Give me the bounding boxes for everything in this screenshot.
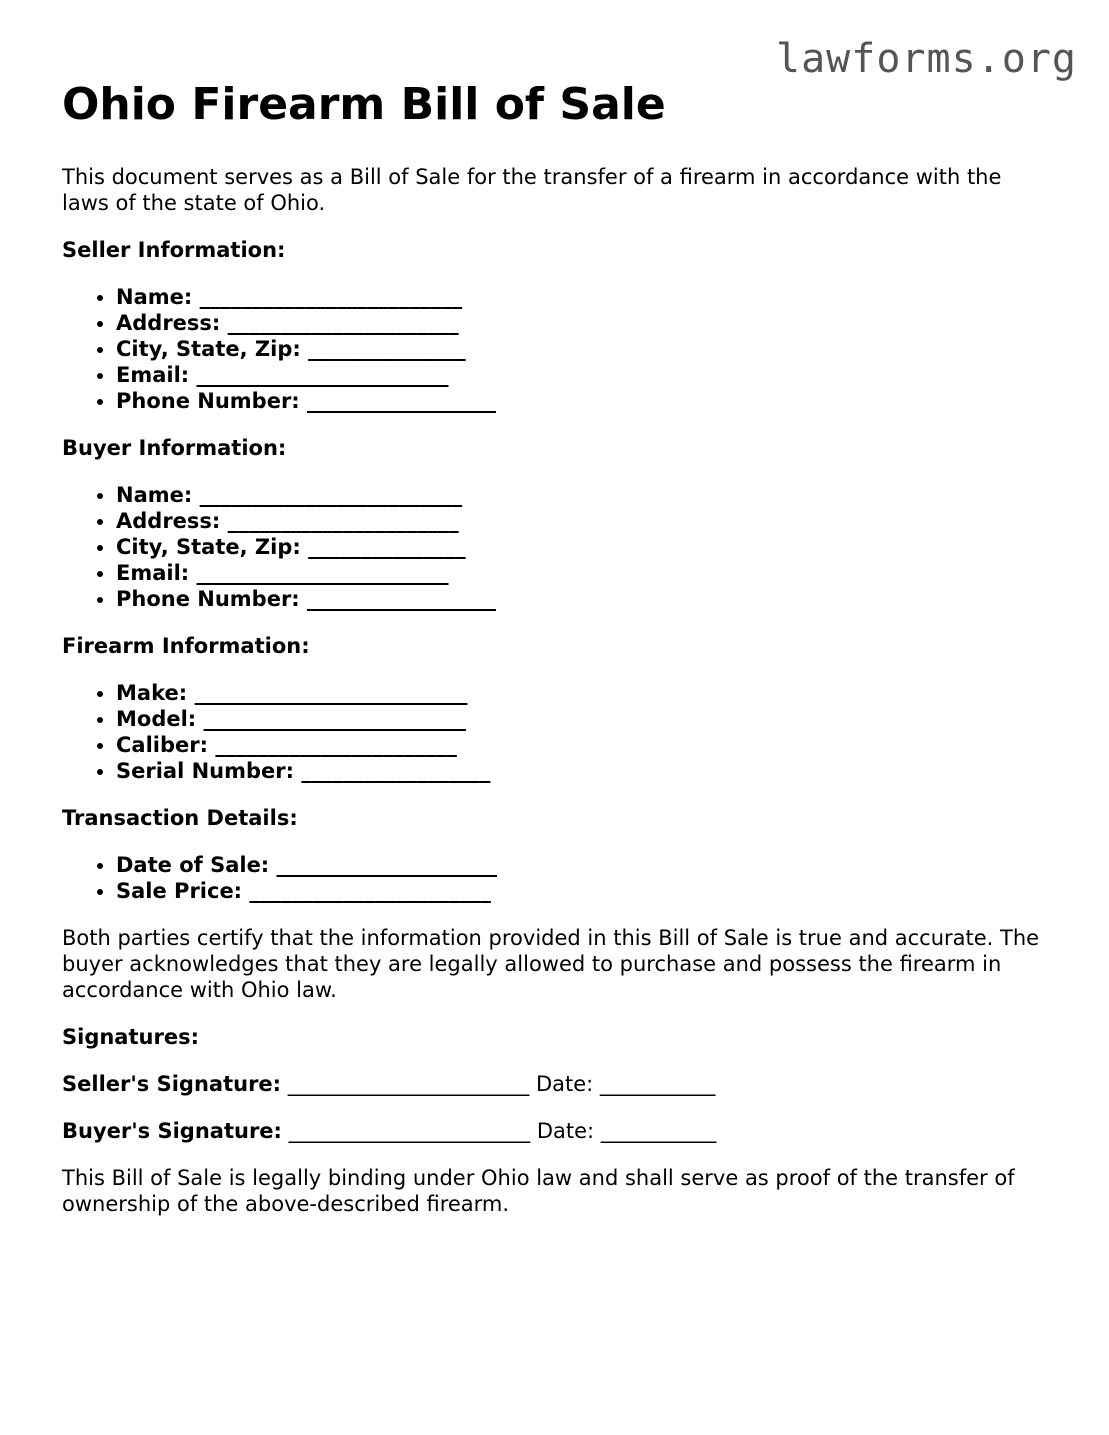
closing-paragraph: This Bill of Sale is legally binding under Ohio law and shall serve as proof of the transfer of ownership of the above-described firearm. bbox=[62, 1166, 1015, 1216]
firearm-field-list bbox=[62, 680, 1052, 784]
signatures-section-heading: Signatures: bbox=[62, 1025, 199, 1049]
seller-phone-field: • Phone Number: __________________ bbox=[116, 388, 1052, 414]
buyer-field-list bbox=[62, 482, 1052, 612]
buyer-address-field: • Address: ______________________ bbox=[116, 508, 1052, 534]
firearm-make-field: • Make: __________________________ bbox=[116, 680, 1052, 706]
firearm-section-heading: Firearm Information: bbox=[62, 634, 310, 658]
buyer-section-heading: Buyer Information: bbox=[62, 436, 287, 460]
buyer-name-field: • Name: _________________________ bbox=[116, 482, 1052, 508]
firearm-serial-field: • Serial Number: __________________ bbox=[116, 758, 1052, 784]
transaction-section-heading: Transaction Details: bbox=[62, 806, 298, 830]
seller-email-field: • Email: ________________________ bbox=[116, 362, 1052, 388]
seller-name-field: • Name: _________________________ bbox=[116, 284, 1052, 310]
buyer-city-state-zip-field: • City, State, Zip: _______________ bbox=[116, 534, 1052, 560]
page-title: Ohio Firearm Bill of Sale bbox=[62, 79, 666, 130]
watermark: lawforms.org bbox=[776, 36, 1077, 82]
seller-signature-line: Seller's Signature: _______________________ Date: ___________ bbox=[62, 1072, 716, 1096]
transaction-field-list bbox=[62, 852, 1052, 904]
seller-section-heading: Seller Information: bbox=[62, 238, 286, 262]
transaction-price-field: • Sale Price: _______________________ bbox=[116, 878, 1052, 904]
seller-address-field: • Address: ______________________ bbox=[116, 310, 1052, 336]
seller-city-state-zip-field: • City, State, Zip: _______________ bbox=[116, 336, 1052, 362]
seller-field-list bbox=[62, 284, 1052, 414]
document-body bbox=[62, 78, 1052, 1238]
buyer-signature-line: Buyer's Signature: _______________________ Date: ___________ bbox=[62, 1119, 717, 1143]
buyer-email-field: • Email: ________________________ bbox=[116, 560, 1052, 586]
firearm-model-field: • Model: _________________________ bbox=[116, 706, 1052, 732]
buyer-phone-field: • Phone Number: __________________ bbox=[116, 586, 1052, 612]
intro-paragraph: This document serves as a Bill of Sale for the transfer of a firearm in accordance with the laws of the state of Ohio. bbox=[62, 165, 1002, 215]
transaction-date-field: • Date of Sale: _____________________ bbox=[116, 852, 1052, 878]
firearm-caliber-field: • Caliber: _______________________ bbox=[116, 732, 1052, 758]
certification-paragraph: Both parties certify that the information provided in this Bill of Sale is true and accurate. The buyer acknowledges that they are legally allowed to purchase and possess the firearm in accordance with Ohio law. bbox=[62, 926, 1040, 1002]
